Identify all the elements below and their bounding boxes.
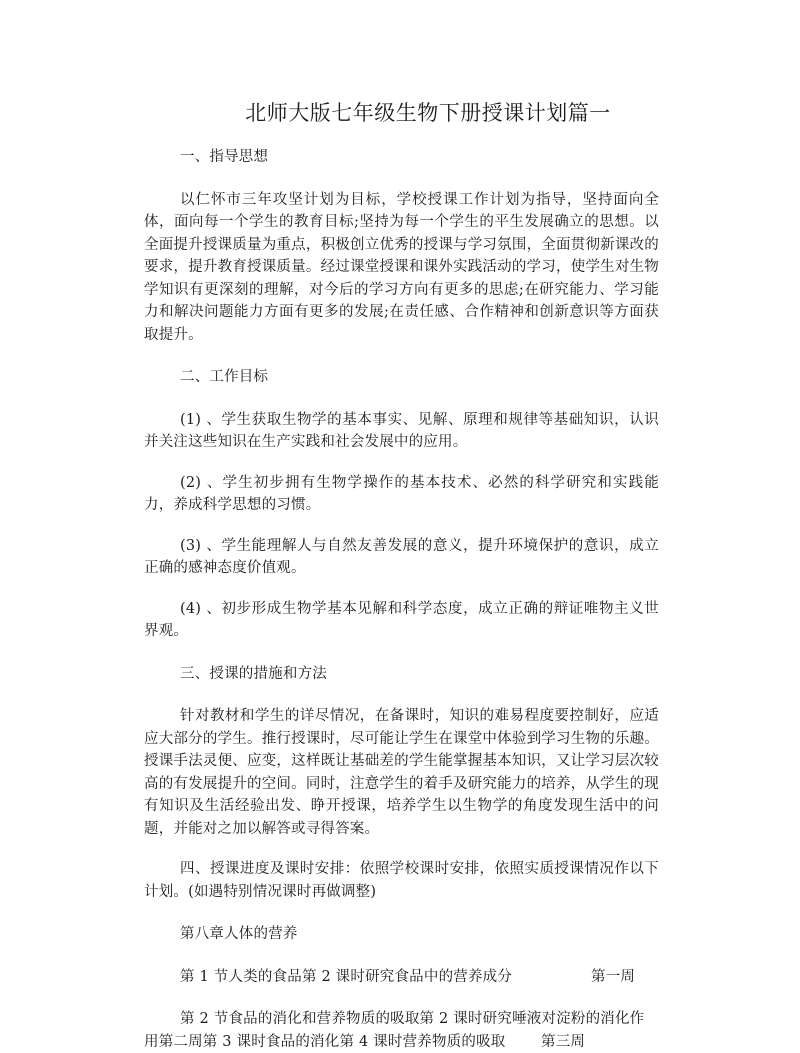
paragraph-schedule-intro: 四、授课进度及课时安排：依照学校课时安排，依照实质授课情况作以下计划。(如遇特别情况课时再做调整) <box>144 858 659 903</box>
document-body <box>144 146 659 1053</box>
goal-item-1: (1) 、学生获取生物学的基本事实、见解、原理和规律等基础知识，认识并关注这些知识在生产实践和社会发展中的应用。 <box>144 409 659 454</box>
goal-item-3: (3) 、学生能理解人与自然友善发展的意义，提升环境保护的意识，成立正确的感神态度价值观。 <box>144 535 659 580</box>
schedule-row-2-line-2 <box>144 1031 659 1053</box>
schedule-row-1-text: 第 1 节人类的食品第 2 课时研究食品中的营养成分 <box>180 969 512 985</box>
schedule-row-2-week: 第三周 <box>541 1031 585 1053</box>
paragraph-methods: 针对教材和学生的详尽情况，在备课时，知识的难易程度要控制好，应适应大部分的学生。推行授课时，尽可能让学生在课堂中体验到学习生物的乐趣。授课手法灵便、应变，这样既让基础差的学生能掌握基本知识，又让学习层次较高的有发展提升的空间。同时，注意学生的着手及研究能力的培养，从学生的现有知识及生活经验出发、睁开授课，培养学生以生物学的角度发现生活中的问题，并能对之加以解答或寻得答案。 <box>144 705 659 840</box>
schedule-row-2-line-1: 第 2 节食品的消化和营养物质的吸取第 2 课时研究唾液对淀粉的消化作 <box>144 1008 659 1031</box>
paragraph-guiding-ideology: 以仁怀市三年攻坚计划为目标，学校授课工作计划为指导，坚持面向全体，面向每一个学生的教育目标;坚持为每一个学生的平生发展确立的思想。以全面提升授课质量为重点，积极创立优秀的授课与学习氛围，全面贯彻新课改的要求，提升教育授课质量。经过课堂授课和课外实践活动的学习，使学生对生物学知识有更深刻的理解，对今后的学习方向有更多的思虑;在研究能力、学习能力和解决问题能力方面有更多的发展;在责任感、合作精神和创新意识等方面获取提升。 <box>144 189 659 347</box>
chapter-heading: 第八章人体的营养 <box>180 923 659 946</box>
schedule-row-1-week: 第一周 <box>555 966 635 989</box>
goal-item-4: (4) 、初步形成生物学基本见解和科学态度，成立正确的辩证唯物主义世界观。 <box>144 598 659 643</box>
goal-item-2: (2) 、学生初步拥有生物学操作的基本技术、必然的科学研究和实践能力，养成科学思想的习惯。 <box>144 472 659 517</box>
schedule-row-2-text: 用第二周第 3 课时食品的消化第 4 课时营养物质的吸取 <box>144 1034 506 1050</box>
document-title: 北师大版七年级生物下册授课计划篇一 <box>0 98 800 128</box>
section-heading-methods: 三、授课的措施和方法 <box>180 663 659 686</box>
schedule-row-1 <box>144 966 659 989</box>
section-heading-work-goals: 二、工作目标 <box>180 366 659 389</box>
section-heading-guiding-ideology: 一、指导思想 <box>180 146 659 169</box>
